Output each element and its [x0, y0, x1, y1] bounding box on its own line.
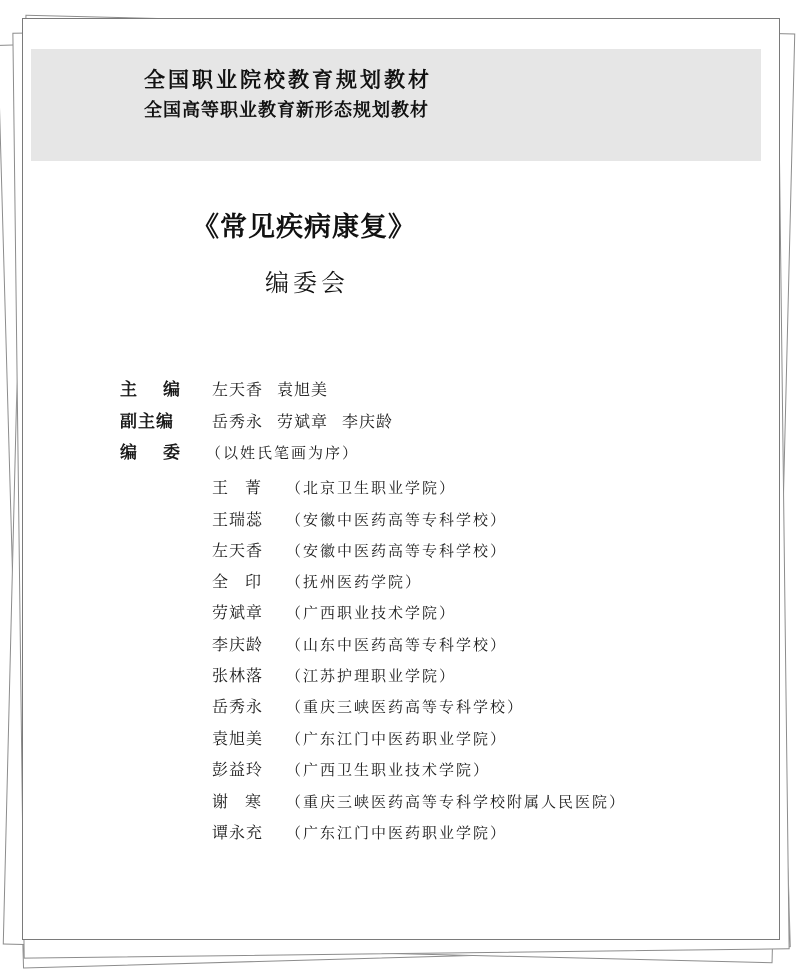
deputy-editor-name: 李庆龄 — [342, 412, 394, 431]
chief-editor-name: 左天香 — [212, 380, 264, 399]
member-name: 岳秀永 — [212, 697, 264, 716]
series-title-primary: 全国职业院校教育规划教材 — [144, 68, 432, 92]
chief-editor-name: 袁旭美 — [277, 380, 329, 399]
book-title: 《常见疾病康复》 — [192, 212, 416, 243]
deputy-editor-names — [212, 412, 407, 432]
member-row — [212, 726, 507, 749]
deputy-editor-name: 劳斌章 — [277, 412, 329, 431]
editorial-board-label: 编委 — [120, 443, 206, 463]
editorial-board-note: （以姓氏笔画为序） — [206, 444, 360, 462]
member-name: 王瑞蕊 — [212, 510, 264, 529]
series-title-secondary: 全国高等职业教育新形态规划教材 — [144, 100, 429, 121]
member-affiliation: （重庆三峡医药高等专科学校） — [286, 698, 525, 716]
deputy-editor-label: 副主编 — [120, 412, 174, 432]
member-row — [212, 789, 626, 812]
member-affiliation: （广西卫生职业技术学院） — [286, 761, 491, 779]
committee-heading: 编委会 — [265, 269, 349, 297]
member-row — [212, 820, 507, 843]
member-name: 王菁 — [212, 478, 279, 497]
member-row — [212, 475, 456, 498]
member-row — [212, 507, 507, 530]
member-name: 谭永充 — [212, 823, 264, 842]
member-affiliation: （抚州医药学院） — [286, 573, 423, 591]
member-name: 李庆龄 — [212, 635, 264, 654]
member-affiliation: （广西职业技术学院） — [286, 604, 457, 622]
member-name: 劳斌章 — [212, 603, 264, 622]
member-affiliation: （重庆三峡医药高等专科学校附属人民医院） — [286, 793, 627, 811]
member-row — [212, 569, 422, 592]
member-affiliation: （安徽中医药高等专科学校） — [286, 542, 508, 560]
member-affiliation: （安徽中医药高等专科学校） — [286, 511, 508, 529]
member-row — [212, 663, 456, 686]
member-row — [212, 694, 524, 717]
member-row — [212, 538, 507, 561]
member-name: 彭益玲 — [212, 760, 264, 779]
member-affiliation: （广东江门中医药职业学院） — [286, 824, 508, 842]
member-affiliation: （广东江门中医药职业学院） — [286, 730, 508, 748]
member-row — [212, 632, 507, 655]
member-affiliation: （山东中医药高等专科学校） — [286, 636, 508, 654]
member-row — [212, 757, 490, 780]
member-name: 全印 — [212, 572, 279, 591]
member-name: 袁旭美 — [212, 729, 264, 748]
member-affiliation: （江苏护理职业学院） — [286, 667, 457, 685]
member-affiliation: （北京卫生职业学院） — [286, 479, 457, 497]
chief-editor-names — [212, 380, 342, 400]
member-name: 张林落 — [212, 666, 264, 685]
member-name: 左天香 — [212, 541, 264, 560]
member-name: 谢寒 — [212, 792, 279, 811]
deputy-editor-name: 岳秀永 — [212, 412, 264, 431]
chief-editor-label: 主编 — [120, 380, 206, 400]
member-row — [212, 600, 456, 623]
